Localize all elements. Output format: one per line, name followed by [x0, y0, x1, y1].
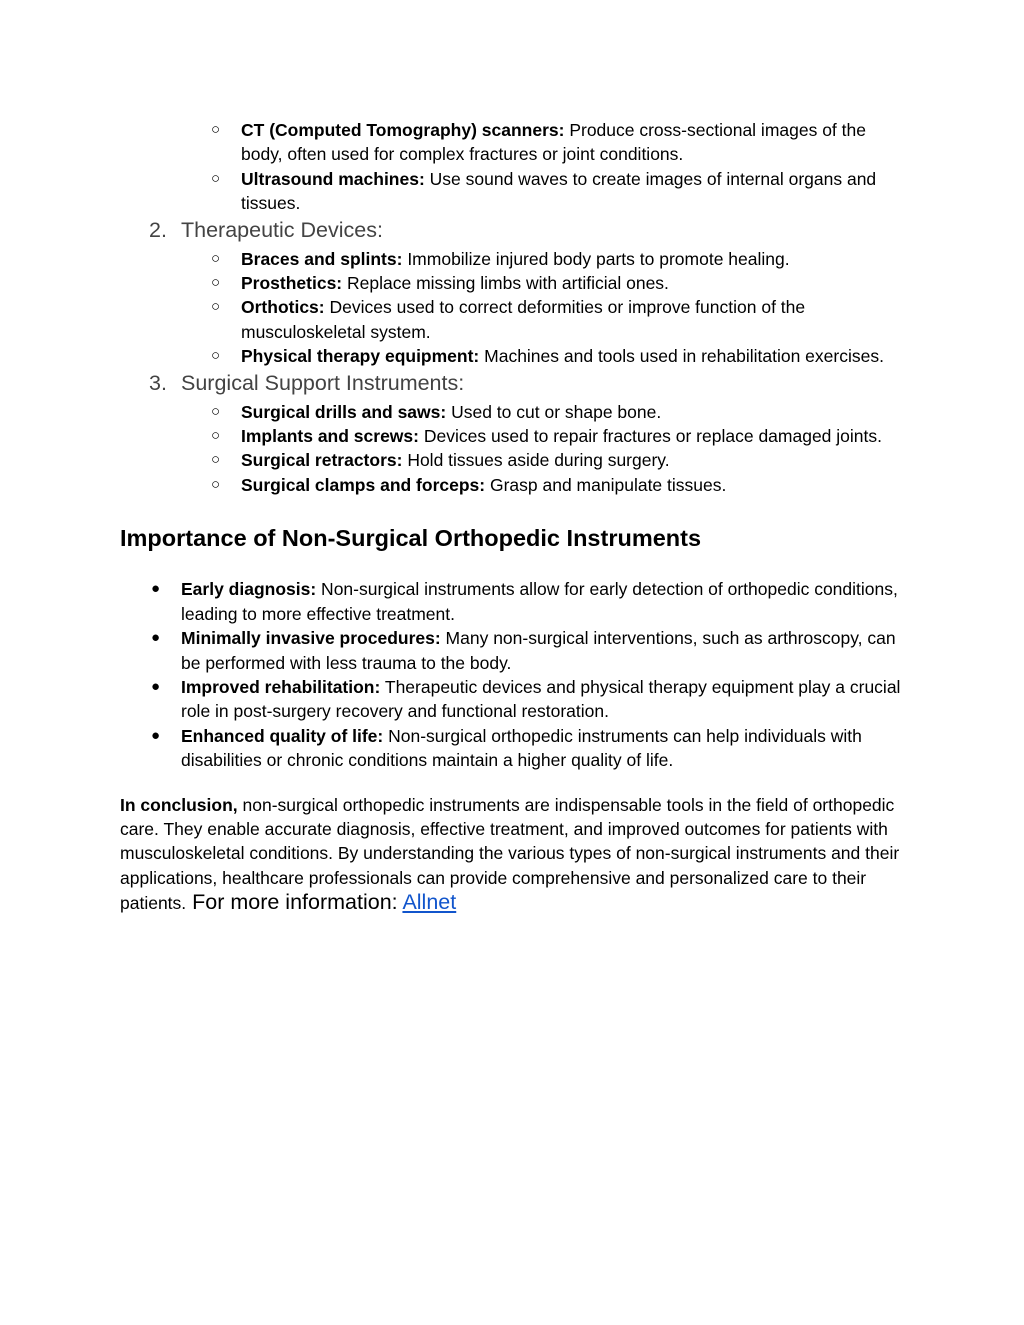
item-description: Therapeutic devices and physical therapy equipment play a crucial role in post-surgery recovery and functional restoration. — [181, 676, 901, 722]
item-description: Machines and tools used in rehabilitation exercises. — [479, 346, 884, 367]
filled-bullet-icon: ● — [151, 580, 161, 598]
therapeutic-devices-list — [0, 247, 1024, 369]
item-description: Many non-surgical interventions, such as arthroscopy, can be performed with less trauma to the body. — [181, 628, 896, 673]
list-item — [0, 577, 1024, 626]
hollow-bullet-icon: ○ — [211, 249, 221, 267]
item-term: Prosthetics: — [241, 273, 343, 294]
item-description: Devices used to correct deformities or improve function of the musculoskeletal system. — [241, 297, 806, 342]
importance-heading: Importance of Non-Surgical Orthopedic Instruments — [120, 525, 702, 552]
top-margin — [0, 0, 1024, 118]
item-description: Produce cross-sectional images of the body, often used for complex fractures or joint conditions. — [241, 120, 866, 165]
list-number: 2. — [149, 217, 167, 242]
hollow-bullet-icon: ○ — [211, 298, 221, 316]
item-term: Surgical clamps and forceps: — [241, 474, 486, 495]
item-term: CT (Computed Tomography) scanners: — [241, 120, 565, 140]
item-term: Early diagnosis: — [181, 579, 317, 600]
list-item — [0, 448, 1024, 472]
surgical-support-heading — [0, 369, 1024, 400]
item-term: Physical therapy equipment: — [241, 346, 480, 367]
more-info-text: For more information: — [186, 890, 403, 915]
item-description: Used to cut or shape bone. — [446, 401, 662, 422]
hollow-bullet-icon: ○ — [211, 169, 221, 187]
item-description: Use sound waves to create images of internal organs and tissues. — [241, 168, 877, 214]
hollow-bullet-icon: ○ — [211, 475, 221, 493]
list-item — [0, 473, 1024, 497]
list-item — [0, 247, 1024, 271]
list-item — [0, 626, 1024, 675]
item-term: Orthotics: — [241, 297, 325, 318]
filled-bullet-icon: ● — [151, 726, 161, 744]
diagnostic-devices-list — [0, 118, 1024, 216]
item-description: Non-surgical orthopedic instruments can help individuals with disabilities or chronic conditions maintain a higher quality of life. — [181, 725, 862, 771]
importance-list — [0, 577, 1024, 772]
hollow-bullet-icon: ○ — [211, 402, 221, 420]
hollow-bullet-icon: ○ — [211, 427, 221, 445]
list-item — [0, 724, 1024, 773]
hollow-bullet-icon: ○ — [211, 347, 221, 365]
surgical-support-list — [0, 400, 1024, 498]
filled-bullet-icon: ● — [151, 629, 161, 647]
list-item — [0, 167, 1024, 216]
item-description: Hold tissues aside during surgery. — [402, 450, 670, 471]
list-item — [0, 424, 1024, 448]
allnet-link[interactable]: Allnet — [402, 890, 457, 915]
hollow-bullet-icon: ○ — [211, 121, 221, 138]
item-description: Immobilize injured body parts to promote healing. — [402, 248, 790, 269]
item-description: Non-surgical instruments allow for early detection of orthopedic conditions, leading to more effective treatment. — [181, 579, 898, 624]
list-item — [0, 271, 1024, 295]
therapeutic-devices-heading — [0, 216, 1024, 247]
item-term: Minimally invasive procedures: — [181, 628, 441, 649]
item-term: Surgical drills and saws: — [241, 401, 447, 422]
list-number: 3. — [149, 370, 167, 395]
item-term: Improved rehabilitation: — [181, 676, 381, 697]
list-item — [0, 400, 1024, 424]
heading-text: Surgical Support Instruments: — [181, 370, 465, 395]
hollow-bullet-icon: ○ — [211, 451, 221, 469]
item-term: Ultrasound machines: — [241, 168, 425, 189]
conclusion-body: non-surgical orthopedic instruments are indispensable tools in the field of orthopedic care. They enable accurate diagnosis, effective treatment, and improved outcomes for patients with musculoskeletal conditions. By understanding the various types of non-surgical instruments and their applications, healthcare professionals can provide comprehensive and personalized care to their patients. — [120, 794, 900, 914]
conclusion-lead: In conclusion, — [120, 794, 238, 815]
filled-bullet-icon: ● — [151, 677, 161, 695]
conclusion-paragraph — [0, 773, 1024, 916]
item-description: Devices used to repair fractures or replace damaged joints. — [418, 426, 882, 447]
item-description: Replace missing limbs with artificial ones. — [342, 273, 669, 294]
item-term: Braces and splints: — [241, 248, 403, 269]
list-item — [0, 295, 1024, 344]
item-description: Grasp and manipulate tissues. — [485, 474, 727, 495]
list-item — [0, 118, 1024, 167]
item-term: Implants and screws: — [241, 426, 419, 447]
list-item — [0, 675, 1024, 724]
list-item — [0, 344, 1024, 368]
item-term: Enhanced quality of life: — [181, 725, 384, 746]
hollow-bullet-icon: ○ — [211, 274, 221, 292]
item-term: Surgical retractors: — [241, 450, 403, 471]
heading-text: Therapeutic Devices: — [181, 217, 383, 242]
